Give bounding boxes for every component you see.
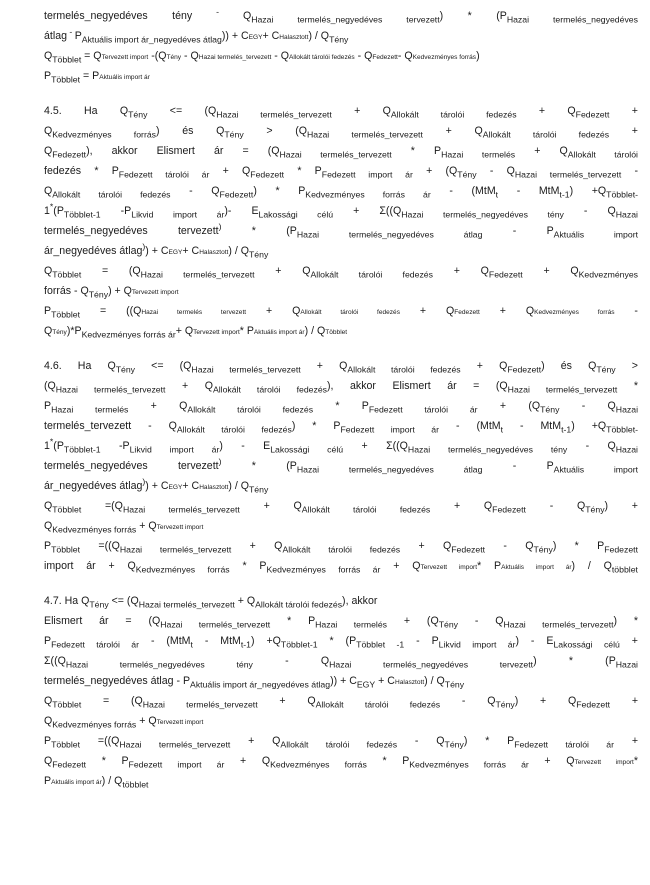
formula-line: $P_{Többlet}$ = PAktuális import ár	[44, 70, 150, 85]
formula-line: $1^*(P_{Többlet-1}$ $-P_{Likvid import ár}) - E_{Lakossági célú} + \Sigma((Q_{Hazai termelés\_negyedéves tény} - Q_{Hazai}$	[44, 436, 638, 455]
paragraph-section-4-6	[44, 356, 638, 576]
formula-line: $\Sigma((Q_{Hazai termelés\_negyedéves tény} - Q_{Hazai termelés\_negyedéves tervezett}) * (P_{Hazai}$	[44, 655, 638, 670]
formula-line: $P_{Fedezett tárolói ár} - (MtM_t - MtM_{t-1}) +Q_{Többlet-1} * (P_{Többlet -1} - P_{Likvid import ár}) - E_{Lakossági célú}$ +	[44, 635, 638, 650]
paragraph-section-4-5	[44, 101, 638, 341]
formula-line: átlag - $P_{Aktuális import ár\_negyedéves átlag}$)) + CEGY+ CHalasztott) / $Q_{Tény}$	[44, 26, 349, 45]
formula-line: $Q_{Kedvezményes forrás}$ + QTervezett import	[44, 715, 204, 730]
formula-line: fedezés * $P_{Fedezett tárolói ár} + Q_{Fedezett} * P_{Fedezett import ár} + (Q_{Tény} - Q_{Hazai termelés\_tervezett}$ -	[44, 165, 638, 180]
formula-line: $Q_{Többlet}$ = QTervezett import -(QTény - QHazai termelés_tervezett - QAllokált tárolói fedezés - QFedezett- QKedvezményes forrás)	[44, 50, 480, 65]
formula-line: PAktuális import ár) / $Q_{többlet}$	[44, 775, 149, 790]
paragraph-intro	[44, 6, 638, 86]
formula-line: $1^*(P_{Többlet-1}$ $-P_{Likvid import ár})-$ $E_{Lakossági célú} + \Sigma((Q_{Hazai termelés\_negyedéves tény} - Q_{Hazai}$	[44, 201, 638, 220]
formula-line: Elismert ár = ($Q_{Hazai termelés\_tervezett} * P_{Hazai termelés} + (Q_{Tény} - Q_{Hazai termelés\_tervezett})$ *	[44, 615, 638, 630]
formula-line: termelés_negyedéves tény - $Q_{Hazai termelés\_negyedéves tervezett}) * (P_{Hazai termelés\_negyedéves}$	[44, 6, 638, 25]
formula-line: $Q_{Többlet} =(Q_{Hazai termelés\_tervezett} + Q_{Allokált tárolói fedezés} + Q_{Fedezett} - Q_{Tény})$ +	[44, 500, 638, 515]
document-body	[44, 6, 638, 791]
formula-line: termelés_negyedéves tervezett) * ($P_{Hazai termelés\_negyedéves átlag} - P_{Aktuális import}$	[44, 456, 638, 475]
paragraph-gap	[44, 341, 638, 356]
formula-line: $Q_{Többlet} = (Q_{Hazai termelés\_tervezett} + Q_{Allokált tárolói fedezés} - Q_{Tény}) + Q_{Fedezett}$ +	[44, 695, 638, 710]
formula-line: $Q_{Allokált tárolói fedezés} - Q_{Fedezett}) * P_{Kedvezményes forrás ár} - (MtM_t - MtM_{t-1}) +Q_{Többlet-}$	[44, 185, 638, 200]
formula-line: termelés_negyedéves tervezett) * ($P_{Hazai termelés\_negyedéves átlag} - P_{Aktuális import}$	[44, 221, 638, 240]
formula-line: $Q_{Fedezett} * P_{Fedezett import ár} + Q_{Kedvezményes forrás} * P_{Kedvezményes forrás ár}$ + QTervezett import*	[44, 755, 638, 770]
formula-line: $Q_{Kedvezményes forrás}$) és $Q_{Tény} > (Q_{Hazai termelés\_tervezett} + Q_{Allokált tárolói fedezés}$ +	[44, 125, 638, 140]
formula-line: $P_{Többlet}$ = ((QHazai termelés tervezett + QAllokált tárolói fedezés + QFedezett + QKedvezményes forrás -	[44, 305, 638, 320]
formula-line: $Q_{Fedezett}$), akkor Elismert ár = ($Q_{Hazai termelés\_tervezett} * P_{Hazai termelés} + Q_{Allokált tárolói}$	[44, 145, 638, 160]
formula-line: 4.6. Ha $Q_{Tény} <= (Q_{Hazai termelés\_tervezett} + Q_{Allokált tárolói fedezés} + Q_{Fedezett})$ és $Q_{Tény}$ >	[44, 360, 638, 375]
formula-line: $P_{Többlet} =((Q_{Hazai termelés\_tervezett} + Q_{Allokált tárolói fedezés} - Q_{Tény}) * P_{Fedezett tárolói ár}$ +	[44, 735, 638, 750]
formula-line: $P_{Többlet} =((Q_{Hazai termelés\_tervezett} + Q_{Allokált tárolói fedezés} + Q_{Fedezett} - Q_{Tény}) * P_{Fedezett}$	[44, 540, 638, 555]
paragraph-section-4-7	[44, 591, 638, 791]
formula-line: $P_{Hazai termelés} + Q_{Allokált tárolói fedezés} * P_{Fedezett tárolói ár} + (Q_{Tény} - Q_{Hazai}$	[44, 400, 638, 415]
formula-line: $(Q_{Hazai termelés\_tervezett} + Q_{Allokált tárolói fedezés})$, akkor Elismert ár = ($Q_{Hazai termelés\_tervezett}$ *	[44, 380, 638, 395]
formula-line: 4.5. Ha $Q_{Tény} <= (Q_{Hazai termelés\_tervezett} + Q_{Allokált tárolói fedezés} + Q_{Fedezett}$ +	[44, 105, 638, 120]
formula-line: $Q_{Többlet} = (Q_{Hazai termelés\_tervezett} + Q_{Allokált tárolói fedezés} + Q_{Fedezett} + Q_{Kedvezményes}$	[44, 265, 638, 280]
formula-line: forrás - $Q_{Tény}$) + QTervezett import	[44, 285, 179, 300]
formula-line: ár_negyedéves átlag)) + CEGY+ CHalasztott) / $Q_{Tény}$	[44, 241, 269, 260]
formula-line: 4.7. Ha $Q_{Tény} <= (Q_{Hazai termelés\_tervezett} + Q_{Allokált tárolói fedezés})$, akkor	[44, 595, 378, 610]
formula-line: ár_negyedéves átlag)) + CEGY+ CHalasztott) / $Q_{Tény}$	[44, 476, 269, 495]
formula-line: $Q_{Kedvezményes forrás}$ + QTervezett import	[44, 520, 204, 535]
formula-line: $QTény)*P_{Kedvezményes forrás ár}+$ QTervezett import* PAktuális import ár) / QTöbblet	[44, 325, 348, 340]
formula-line: termelés_negyedéves átlag - $P_{Aktuális import ár\_negyedéves átlag})) + C_{EGY}$ + CHalasztott) / $Q_{Tény}$	[44, 675, 465, 690]
paragraph-gap	[44, 86, 638, 101]
paragraph-gap	[44, 576, 638, 591]
formula-line: termelés_tervezett - $Q_{Allokált tárolói fedezés}) * P_{Fedezett import ár} - (MtM_t - MtM_{t-1}) +Q_{Többlet-}$	[44, 420, 638, 435]
formula-line: import ár + $Q_{Kedvezményes forrás} * P_{Kedvezményes forrás ár}$ + QTervezett import* PAktuális import ár) / $Q_{többlet}$	[44, 560, 638, 575]
